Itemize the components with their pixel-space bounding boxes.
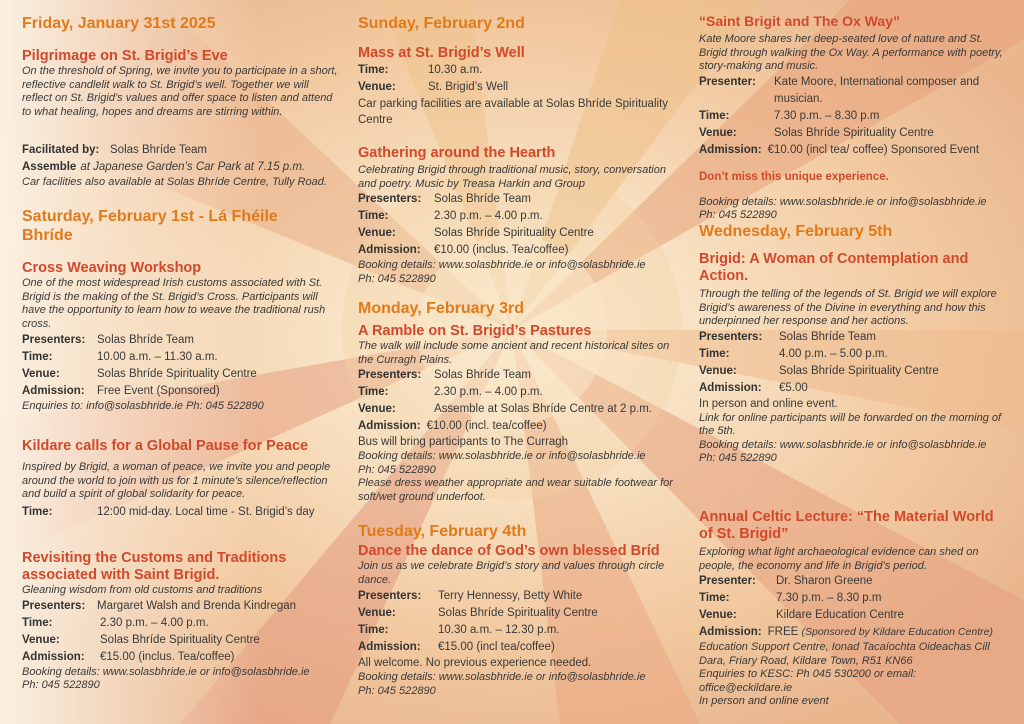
time-value: 10.30 a.m. – 12.30 p.m. — [438, 624, 560, 636]
admission-value: Free Event (Sponsored) — [97, 385, 220, 397]
tuesday-heading: Tuesday, February 4th — [358, 523, 527, 540]
phone-number: Ph: 045 522890 — [358, 272, 436, 285]
admission-label: Admission: — [22, 385, 85, 397]
saturday-heading-line1: Saturday, February 1st - Lá Fhéile — [22, 208, 278, 225]
presenter-value: Kate Moore, International composer and musician. — [774, 75, 980, 105]
presenters-label: Presenters: — [22, 334, 86, 346]
admission-label: Admission: — [358, 641, 421, 653]
booking-details: Booking details: www.solasbhride.ie or info@solasbhride.ie — [358, 671, 646, 683]
admission-label: Admission: — [358, 420, 421, 432]
person-note: In person and online event — [699, 695, 829, 707]
bus-note: Bus will bring participants to The Curragh — [358, 436, 569, 448]
event-description: Join us as we celebrate Brigid’s story and values through circle dance. — [358, 560, 665, 586]
event-title: Mass at St. Brigid’s Well — [358, 45, 525, 61]
monday-heading: Monday, February 3rd — [358, 300, 524, 317]
admission-value: €5.00 — [779, 381, 808, 394]
booking-details: Booking details: www.solasbhride.ie or info@solasbhride.ie — [358, 259, 646, 271]
venue-value: Solas Bhríde Spirituality Centre — [434, 227, 594, 239]
admission-label: Admission: — [22, 650, 85, 663]
ox-way-event — [699, 13, 1004, 223]
event-title: Gathering around the Hearth — [358, 145, 556, 161]
admission-value: €15.00 (inclus. Tea/coffee) — [100, 650, 235, 663]
time-label: Time: — [358, 386, 389, 398]
time-label: Time: — [22, 505, 53, 518]
mass-event — [358, 45, 680, 128]
admission-label: Admission: — [699, 143, 762, 156]
event-title-line1: Revisiting the Customs and Traditions — [22, 550, 287, 566]
admission-note: (Sponsored by Kildare Education Centre) — [801, 626, 993, 638]
presenters-label: Presenters: — [699, 330, 763, 343]
time-value: 10.00 a.m. – 11.30 a.m. — [97, 351, 218, 363]
assemble-label: Assemble — [22, 161, 77, 173]
venue-label: Venue: — [699, 364, 737, 377]
event-title-line2: associated with Saint Brigid. — [22, 567, 220, 583]
event-description: Inspired by Brigid, a woman of peace, we invite you and people around the world to join with us for 1 minute’s silence/reflection and build a spirit of global solidarity for peace. — [22, 461, 331, 500]
time-label: Time: — [22, 616, 53, 629]
event-description: One of the most widespread Irish customs associated with St. Brigid is the making of the St. Brigid’s Cross. Participants will have the opportunity to learn how to weave the traditional rush cross. — [22, 277, 326, 330]
welcome-note: All welcome. No previous experience needed. — [358, 657, 592, 669]
admission-label: Admission: — [699, 626, 762, 638]
event-title: Pilgrimage on St. Brigid’s Eve — [22, 48, 228, 64]
time-label: Time: — [22, 351, 53, 363]
venue-value: Solas Bhríde Spirituality Centre — [97, 368, 257, 380]
customs-event — [22, 550, 340, 693]
presenters-value: Solas Bhríde Team — [434, 193, 531, 205]
event-title: A Ramble on St. Brigid’s Pastures — [358, 323, 592, 339]
admission-value: FREE — [767, 626, 799, 638]
time-value: 7.30 p.m. – 8.30 p.m — [774, 109, 880, 122]
column-middle — [358, 0, 680, 724]
admission-value: €15.00 (incl tea/coffee) — [438, 641, 555, 653]
facilitated-value: Solas Bhríde Team — [110, 144, 207, 156]
venue-value: Kildare Education Centre — [776, 609, 904, 621]
time-value: 12:00 mid-day. Local time - St. Brigid’s day — [97, 505, 315, 518]
presenters-value: Solas Bhríde Team — [779, 330, 876, 343]
event-title: Dance the dance of God’s own blessed Bríd — [358, 543, 660, 559]
time-value: 4.00 p.m. – 5.00 p.m. — [779, 347, 888, 360]
celtic-lecture-event — [699, 509, 1004, 709]
presenters-label: Presenters: — [358, 590, 422, 602]
time-label: Time: — [699, 109, 730, 122]
venue-label: Venue: — [22, 368, 60, 380]
event-title-line2: Action. — [699, 268, 749, 284]
time-label: Time: — [358, 210, 389, 222]
booking-details: Booking details: www.solasbhride.ie or info@solasbhride.ie — [22, 665, 310, 678]
assemble-value: at Japanese Garden’s Car Park at 7.15 p.m. — [80, 161, 306, 173]
venue-label: Venue: — [358, 403, 396, 415]
dress-note: Please dress weather appropriate and wear suitable footwear for soft/wet ground underfoot. — [358, 477, 673, 503]
phone-number: Ph: 045 522890 — [22, 679, 100, 691]
presenters-label: Presenters: — [358, 369, 422, 381]
address-text: Education Support Centre, Ionad Tacaíochta Oideachas Cill Dara, Friary Road, Kildare Town, R51 KN66 — [699, 641, 990, 667]
enquiries-text: Enquiries to: info@solasbhride.ie Ph: 045 522890 — [22, 400, 264, 412]
venue-value: Solas Bhríde Spirituality Centre — [779, 364, 939, 377]
time-label: Time: — [358, 64, 389, 76]
time-value: 2.30 p.m. – 4.00 p.m. — [434, 210, 543, 222]
booking-details: Booking details: www.solasbhride.ie or info@solasbhride.ie — [699, 438, 987, 451]
presenters-label: Presenters: — [358, 193, 422, 205]
friday-heading: Friday, January 31st 2025 — [22, 15, 216, 32]
facilitated-label: Facilitated by: — [22, 144, 100, 156]
enquiries-text: Enquiries to KESC: Ph 045 530200 or email: office@eckildare.ie — [699, 668, 917, 694]
time-label: Time: — [699, 347, 730, 360]
presenters-value: Solas Bhríde Team — [434, 369, 531, 381]
venue-value: Solas Bhríde Spirituality Centre — [774, 126, 934, 139]
time-value: 10.30 a.m. — [428, 64, 483, 76]
hearth-event — [358, 145, 680, 286]
dont-miss-note: Don’t miss this unique experience. — [699, 171, 889, 183]
phone-number: Ph: 045 522890 — [358, 463, 436, 476]
time-label: Time: — [699, 592, 730, 604]
admission-label: Admission: — [699, 381, 762, 394]
venue-label: Venue: — [699, 126, 737, 139]
event-description: Celebrating Brigid through traditional music, story, conversation and poetry. Music by Treasa Harkin and Group — [358, 164, 666, 190]
saturday-heading-line2: Bhríde — [22, 227, 73, 244]
time-label: Time: — [358, 624, 389, 636]
phone-number: Ph: 045 522890 — [358, 684, 436, 697]
admission-value: €10.00 (incl tea/ coffee) Sponsored Event — [767, 143, 980, 156]
wednesday-heading: Wednesday, February 5th — [699, 223, 893, 240]
venue-label: Venue: — [358, 81, 396, 93]
global-pause-event — [22, 438, 340, 521]
booking-details: Booking details: www.solasbhride.ie or info@solasbhride.ie — [358, 450, 646, 462]
ramble-event — [358, 323, 680, 504]
admission-label: Admission: — [358, 244, 421, 256]
presenter-label: Presenter: — [699, 75, 756, 88]
event-description: On the threshold of Spring, we invite you to participate in a short, reflective candlelit walk to St. Brigid’s well. Together we will reflect on St. Brigid’s values and offer space to listen and attend to what healing, hopes and dreams are stirring within. — [22, 65, 338, 118]
event-description: Gleaning wisdom from old customs and traditions — [22, 584, 263, 596]
presenter-label: Presenter: — [699, 575, 756, 587]
venue-label: Venue: — [699, 609, 737, 621]
admission-value: €10.00 (inclus. Tea/coffee) — [434, 244, 569, 256]
venue-value: Solas Bhríde Spirituality Centre — [438, 607, 598, 619]
event-title: Cross Weaving Workshop — [22, 260, 202, 276]
venue-label: Venue: — [358, 607, 396, 619]
presenters-label: Presenters: — [22, 599, 86, 612]
sunday-heading: Sunday, February 2nd — [358, 15, 525, 32]
venue-label: Venue: — [358, 227, 396, 239]
time-value: 2.30 p.m. – 4.00 p.m. — [100, 616, 209, 629]
time-value: 7.30 p.m. – 8.30 p.m — [776, 592, 882, 604]
online-note: In person and online event. — [699, 397, 838, 410]
column-right — [699, 0, 1004, 724]
pilgrimage-event — [22, 48, 340, 119]
presenters-value: Solas Bhríde Team — [97, 334, 194, 346]
booking-details: Booking details: www.solasbhride.ie or info@solasbhride.ie — [699, 195, 987, 208]
car-note: Car facilities also available at Solas Bhríde Centre, Tully Road. — [22, 176, 327, 188]
contemplation-event — [699, 251, 1004, 466]
event-description: Through the telling of the legends of St. Brigid we will explore Brigid’s awareness of the Divine in everything and how this underpinned her response and her actions. — [699, 288, 997, 327]
presenters-value: Margaret Walsh and Brenda Kindregan — [97, 599, 297, 612]
presenters-value: Terry Hennessy, Betty White — [438, 590, 583, 602]
time-value: 2.30 p.m. – 4.00 p.m. — [434, 386, 543, 398]
event-description: Exploring what light archaeological evidence can shed on people, the economy and life in Brigid’s period. — [699, 546, 979, 572]
venue-label: Venue: — [22, 633, 60, 646]
event-title: “Saint Brigit and The Ox Way” — [699, 13, 900, 29]
parking-note: Car parking facilities are available at Solas Bhríde Spirituality Centre — [358, 98, 669, 126]
venue-value: Solas Bhríde Spirituality Centre — [100, 633, 260, 646]
venue-value: St. Brigid’s Well — [428, 81, 509, 93]
event-title-line1: Brigid: A Woman of Contemplation and — [699, 251, 969, 267]
phone-number: Ph: 045 522890 — [699, 452, 777, 464]
event-description: Kate Moore shares her deep-seated love of nature and St. Brigid through walking the Ox Way. A performance with poetry, story-making and music. — [699, 33, 1003, 72]
presenter-value: Dr. Sharon Greene — [776, 575, 873, 587]
event-title-line2: of St. Brigid” — [699, 526, 789, 542]
dance-event — [358, 543, 680, 698]
cross-weaving-event — [22, 260, 340, 414]
admission-value: €10.00 (incl. tea/coffee) — [426, 420, 547, 432]
venue-value: Assemble at Solas Bhríde Centre at 2 p.m. — [434, 403, 652, 415]
event-description: The walk will include some ancient and recent historical sites on the Curragh Plains. — [358, 340, 670, 366]
phone-number: Ph: 045 522890 — [699, 209, 777, 221]
link-note: Link for online participants will be forwarded on the morning of the 5th. — [699, 411, 1002, 437]
column-left — [22, 0, 340, 724]
event-title-line1: Annual Celtic Lecture: “The Material World — [699, 509, 994, 525]
event-title: Kildare calls for a Global Pause for Peace — [22, 438, 309, 454]
